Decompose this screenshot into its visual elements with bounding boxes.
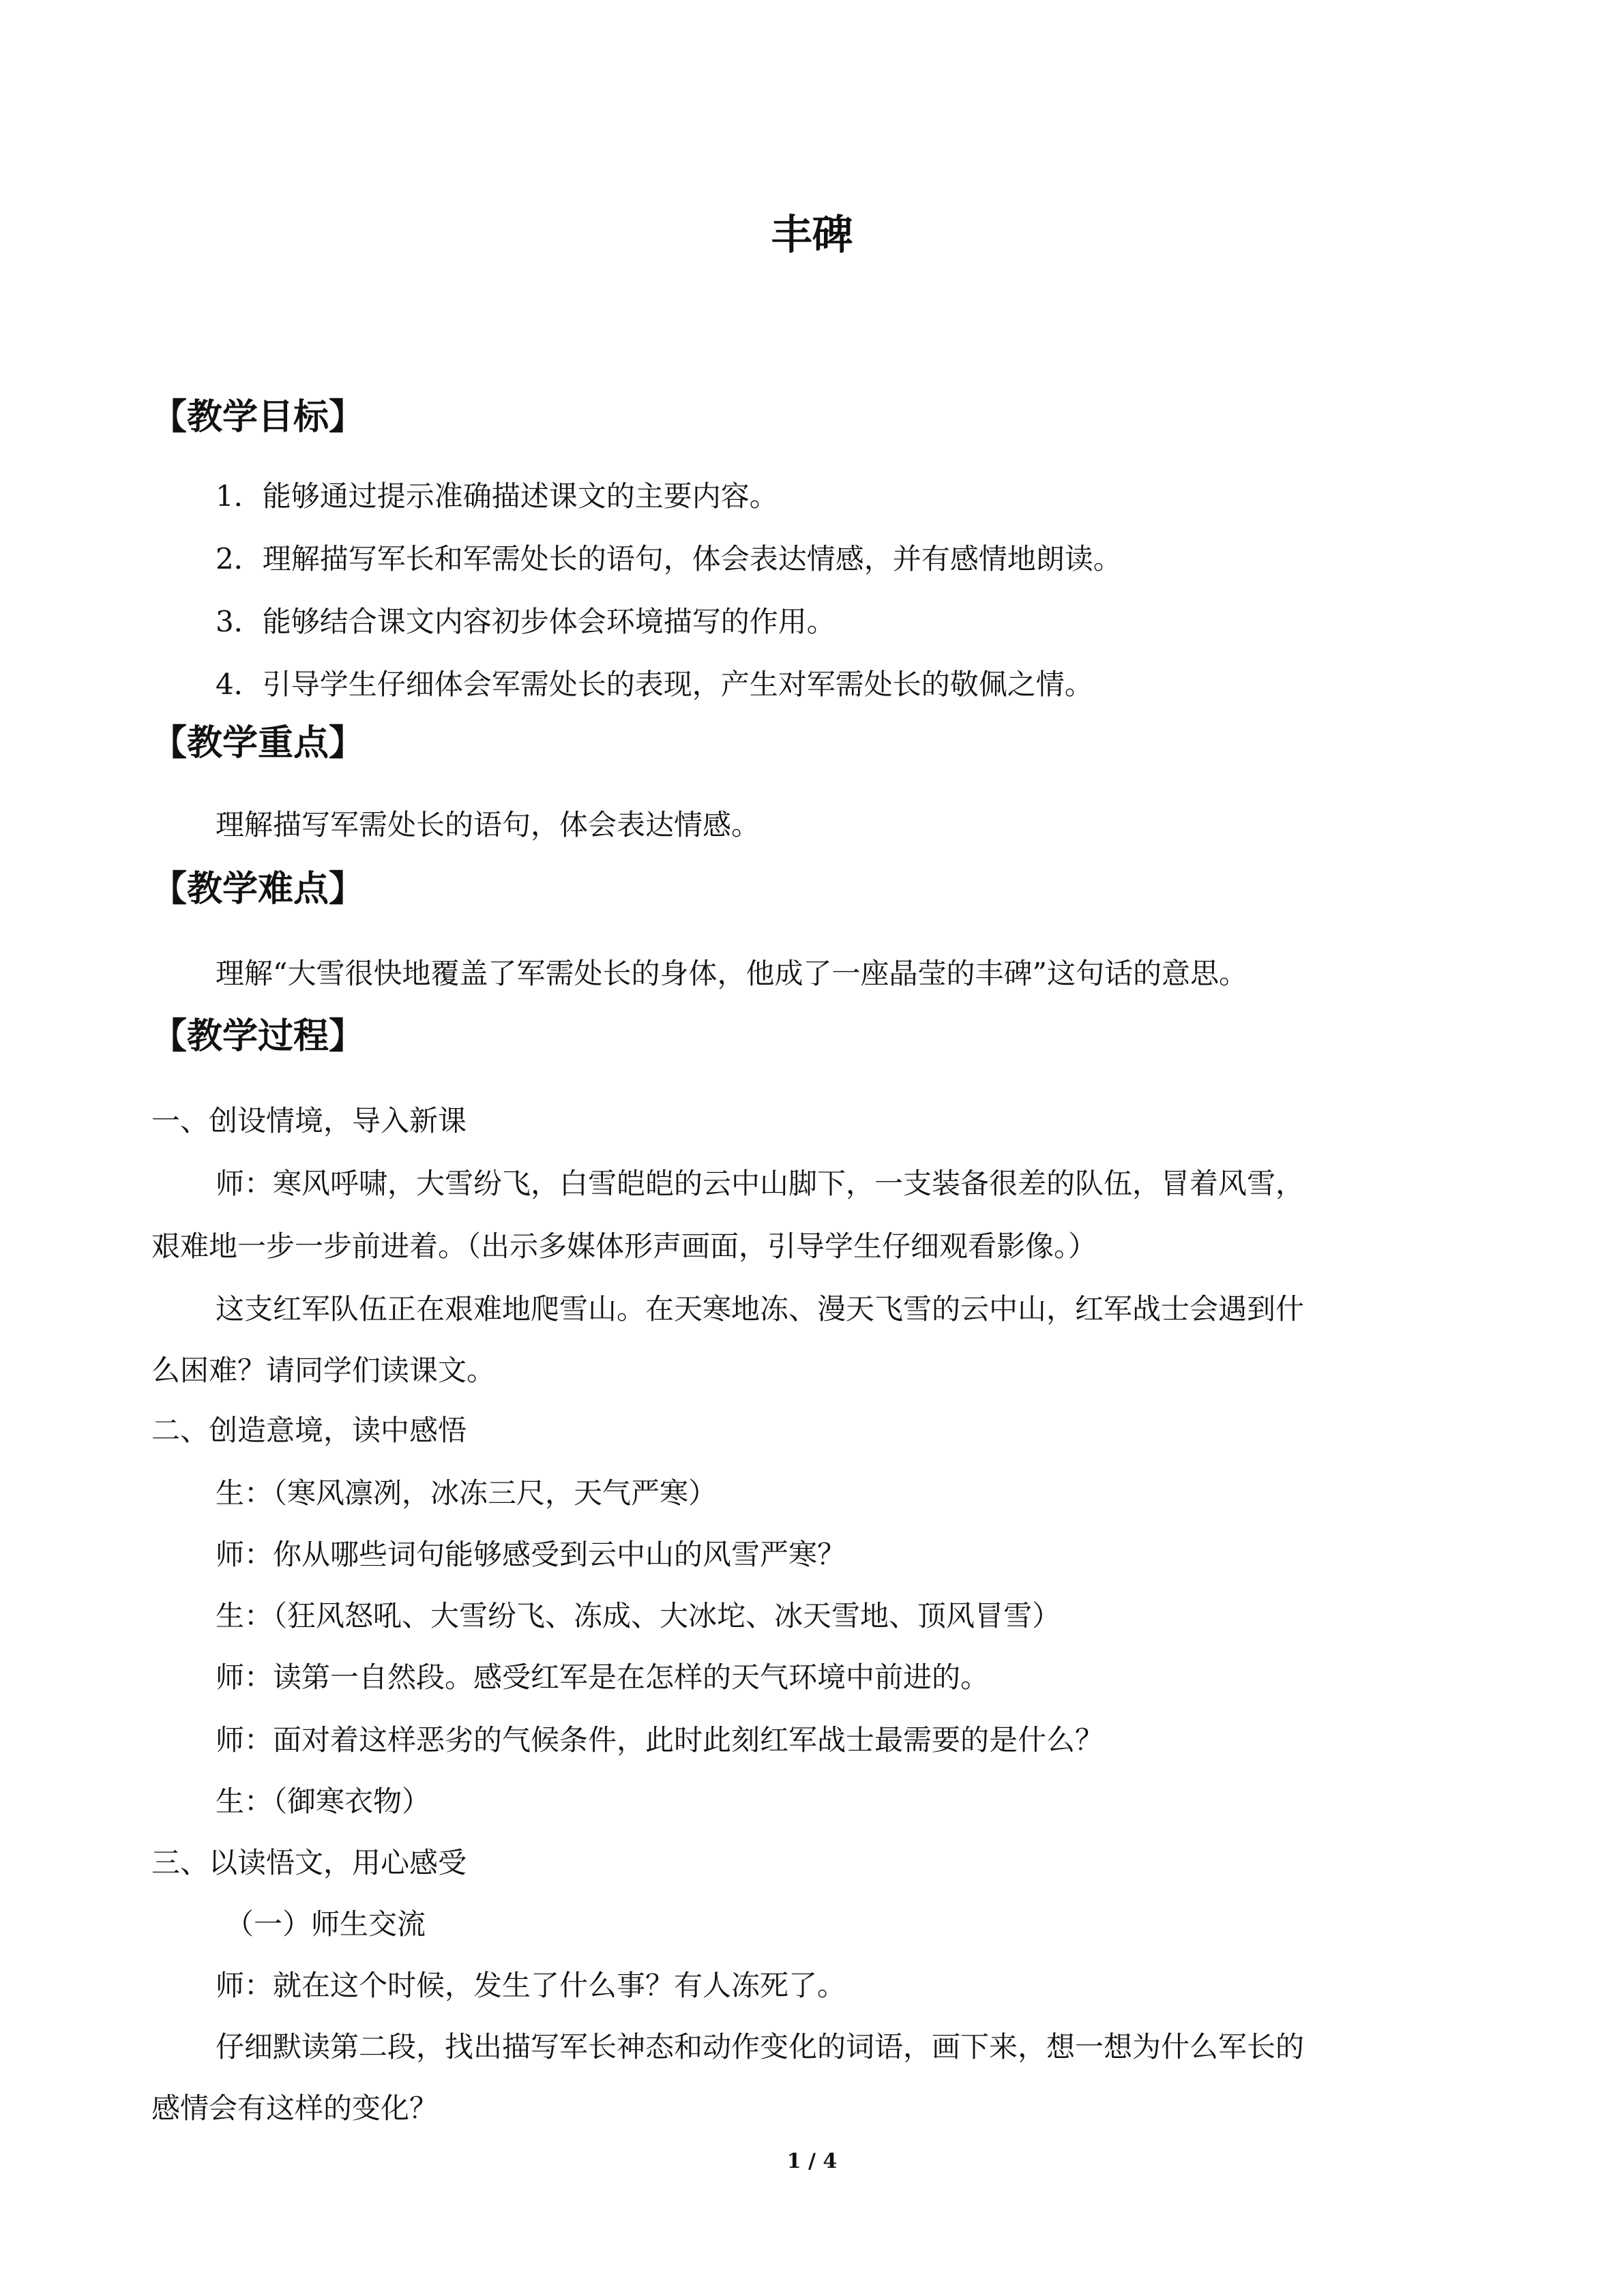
difficulty-heading: 【教学难点】 xyxy=(151,869,365,910)
key-point-text: 理解描写军需处长的语句，体会表达情感。 xyxy=(216,808,761,841)
key-point-heading: 【教学重点】 xyxy=(151,723,365,764)
process-part2-title: 二、创造意境，读中感悟 xyxy=(151,1414,467,1447)
objective-item: 1．能够通过提示准确描述课文的主要内容。 xyxy=(216,479,778,513)
objective-item: 4．引导学生仔细体会军需处长的表现，产生对军需处长的敬佩之情。 xyxy=(216,668,1093,701)
dialogue-line: 师：你从哪些词句能够感受到云中山的风雪严寒？ xyxy=(216,1538,846,1571)
page-indicator: 1 / 4 xyxy=(786,2149,838,2173)
process-part3-title: 三、以读悟文，用心感受 xyxy=(151,1846,467,1879)
dialogue-line: 生：（御寒衣物） xyxy=(216,1785,431,1818)
process-paragraph-line: 艰难地一步一步前进着。（出示多媒体形声画面，引导学生仔细观看影像。） xyxy=(151,1229,1097,1263)
objective-item: 2．理解描写军长和军需处长的语句，体会表达情感，并有感情地朗读。 xyxy=(216,542,1122,576)
objectives-heading: 【教学目标】 xyxy=(151,397,365,438)
dialogue-line: 师：读第一自然段。感受红军是在怎样的天气环境中前进的。 xyxy=(216,1660,990,1694)
dialogue-line: 生：（狂风怒吼、大雪纷飞、冻成、大冰坨、冰天雪地、顶风冒雪） xyxy=(216,1599,1061,1632)
dialogue-line: 师：就在这个时候，发生了什么事？有人冻死了。 xyxy=(216,1969,846,2002)
difficulty-text: 理解“大雪很快地覆盖了军需处长的身体，他成了一座晶莹的丰碑”这句话的意思。 xyxy=(216,957,1247,990)
process-part1-title: 一、创设情境，导入新课 xyxy=(151,1104,467,1137)
process-heading: 【教学过程】 xyxy=(151,1016,365,1057)
process-paragraph-line: 么困难？请同学们读课文。 xyxy=(151,1354,496,1387)
process-part3-subheading: （一）师生交流 xyxy=(225,1907,426,1941)
objective-item: 3．能够结合课文内容初步体会环境描写的作用。 xyxy=(216,605,836,638)
process-paragraph-line: 仔细默读第二段，找出描写军长神态和动作变化的词语，画下来，想一想为什么军长的 xyxy=(216,2030,1305,2063)
dialogue-line: 师：面对着这样恶劣的气候条件，此时此刻红军战士最需要的是什么？ xyxy=(216,1723,1104,1757)
document-title: 丰碑 xyxy=(771,211,853,259)
process-paragraph-line: 感情会有这样的变化？ xyxy=(151,2091,439,2125)
dialogue-line: 生：（寒风凛冽，冰冻三尺，天气严寒） xyxy=(216,1476,718,1510)
process-paragraph-line: 师：寒风呼啸，大雪纷飞，白雪皑皑的云中山脚下，一支装备很差的队伍，冒着风雪， xyxy=(216,1167,1305,1200)
process-paragraph-line: 这支红军队伍正在艰难地爬雪山。在天寒地冻、漫天飞雪的云中山，红军战士会遇到什 xyxy=(216,1292,1305,1326)
